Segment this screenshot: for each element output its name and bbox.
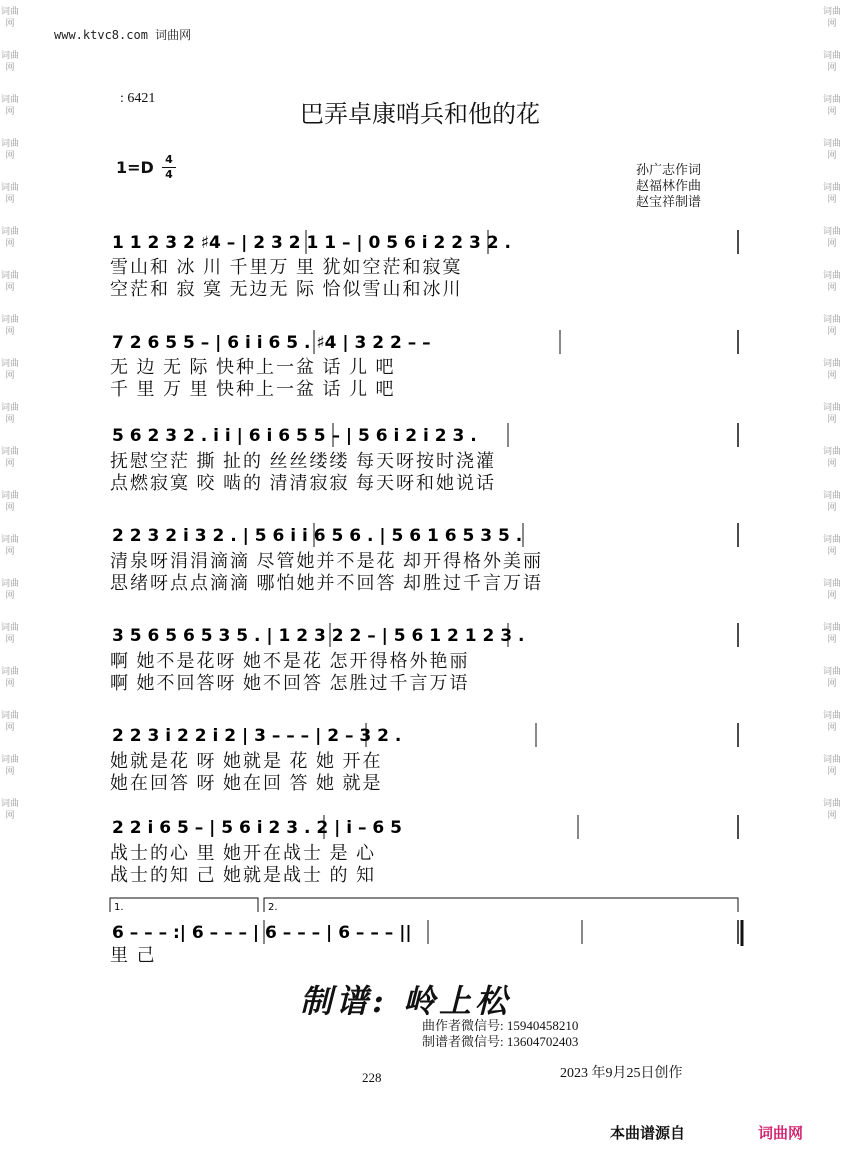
lyric-verse-1: 无 边 无 际 快种上一盆 话 儿 吧 bbox=[110, 357, 396, 377]
watermark-text: 词曲网 bbox=[822, 271, 841, 293]
watermark-text: 词曲网 bbox=[822, 447, 841, 469]
watermark-text: 词曲网 bbox=[0, 447, 19, 469]
watermark-text: 词曲网 bbox=[0, 227, 19, 249]
lyric-verse-1: 雪山和 冰 川 千里万 里 犹如空茫和寂寞 bbox=[110, 257, 463, 277]
notation-line: 7 2 6 5 5 – | 6 i i 6 5 . ♯4 | 3 2 2 – – bbox=[112, 333, 431, 353]
watermark-text: 词曲网 bbox=[822, 7, 841, 29]
lyric-verse-2: 啊 她不回答呀 她不回答 怎胜过千言万语 bbox=[110, 673, 470, 693]
lyricist: 孙广志作词 bbox=[636, 162, 702, 177]
watermark-text: 词曲网 bbox=[822, 403, 841, 425]
watermark-text: 词曲网 bbox=[822, 667, 841, 689]
wechat-block bbox=[422, 1018, 578, 1050]
watermark-text: 词曲网 bbox=[0, 667, 19, 689]
creation-date: 2023 年9月25日创作 bbox=[560, 1066, 683, 1081]
notation-line: 2 2 i 6 5 – | 5 6 i 2 3 . 2 | i – 6 5 bbox=[112, 818, 403, 838]
volta-bracket bbox=[110, 898, 258, 912]
volta-label: 2. bbox=[268, 902, 278, 913]
watermark-text: 词曲网 bbox=[0, 359, 19, 381]
watermark-text: 词曲网 bbox=[822, 579, 841, 601]
source-label: 本曲谱源自 bbox=[610, 1124, 686, 1142]
watermark-text: 词曲网 bbox=[822, 623, 841, 645]
watermark-text: 词曲网 bbox=[0, 491, 19, 513]
watermark-text: 词曲网 bbox=[0, 403, 19, 425]
watermark-text: 词曲网 bbox=[0, 315, 19, 337]
lyric-verse-2: 战士的知 己 她就是战士 的 知 bbox=[110, 865, 376, 885]
watermark-text: 词曲网 bbox=[822, 183, 841, 205]
lyric-verse-1: 清泉呀涓涓滴滴 尽管她并不是花 却开得格外美丽 bbox=[110, 551, 543, 571]
lyric-verse-1: 抚慰空茫 撕 扯的 丝丝缕缕 每天呀按时浇灌 bbox=[110, 451, 496, 471]
watermark-text: 词曲网 bbox=[822, 359, 841, 381]
watermark-text: 词曲网 bbox=[822, 139, 841, 161]
song-title: 巴弄卓康哨兵和他的花 bbox=[300, 100, 540, 128]
composer: 赵福林作曲 bbox=[636, 178, 702, 193]
watermark-text: 词曲网 bbox=[822, 799, 841, 821]
notation-line: 2 2 3 2 i 3 2 . | 5 6 i i 6 5 6 . | 5 6 1 6 5 3 5 . bbox=[112, 526, 523, 546]
volta-bracket bbox=[264, 898, 738, 912]
watermark-text: 词曲网 bbox=[0, 623, 19, 645]
watermark-text: 词曲网 bbox=[0, 139, 19, 161]
page-number: 228 bbox=[362, 1070, 382, 1085]
composer-wechat: 曲作者微信号: 15940458210 bbox=[422, 1018, 579, 1033]
watermark-text: 词曲网 bbox=[822, 315, 841, 337]
lyric-verse-1: 里 己 bbox=[110, 945, 157, 965]
watermark-text: 词曲网 bbox=[822, 95, 841, 117]
watermark-text: 词曲网 bbox=[0, 755, 19, 777]
volta-label: 1. bbox=[114, 902, 124, 913]
watermark-text: 词曲网 bbox=[0, 799, 19, 821]
watermark-text: 词曲网 bbox=[0, 579, 19, 601]
song-id: : 6421 bbox=[120, 91, 156, 106]
notation-line: 6 – – – :| 6 – – – | 6 – – – | 6 – – – || bbox=[112, 923, 412, 943]
site-url[interactable]: www.ktvc8.com 词曲网 bbox=[54, 28, 192, 42]
lyric-verse-2: 点燃寂寞 咬 啮的 清清寂寂 每天呀和她说话 bbox=[110, 473, 496, 493]
watermark-text: 词曲网 bbox=[0, 95, 19, 117]
watermark-text: 词曲网 bbox=[822, 51, 841, 73]
meter-bottom: 4 bbox=[165, 168, 173, 181]
arranger: 赵宝祥制谱 bbox=[636, 194, 702, 209]
lyric-verse-2: 思绪呀点点滴滴 哪怕她并不回答 却胜过千言万语 bbox=[110, 573, 543, 593]
watermark-text: 词曲网 bbox=[822, 535, 841, 557]
watermark-text: 词曲网 bbox=[822, 755, 841, 777]
watermark-text: 词曲网 bbox=[0, 271, 19, 293]
watermark-text: 词曲网 bbox=[0, 51, 19, 73]
watermark-text: 词曲网 bbox=[0, 711, 19, 733]
maker-signature: 制谱: 岭上松 bbox=[300, 982, 511, 1020]
key-signature: 1=D bbox=[116, 158, 154, 177]
lyric-verse-2: 空茫和 寂 寞 无边无 际 恰似雪山和冰川 bbox=[110, 279, 463, 299]
lyric-verse-2: 千 里 万 里 快种上一盆 话 儿 吧 bbox=[110, 379, 396, 399]
notation-line: 2 2 3 i 2 2 i 2 | 3 – – – | 2 – 3 2 . bbox=[112, 726, 402, 746]
watermark-text: 词曲网 bbox=[822, 227, 841, 249]
lyric-verse-1: 啊 她不是花呀 她不是花 怎开得格外艳丽 bbox=[110, 651, 470, 671]
notation-line: 3 5 6 5 6 5 3 5 . | 1 2 3 2 2 – | 5 6 1 2 1 2 3 . bbox=[112, 626, 525, 646]
watermark-text: 词曲网 bbox=[822, 711, 841, 733]
notation-line: 5 6 2 3 2 . i i | 6 i 6 5 5 – | 5 6 i 2 i 2 3 . bbox=[112, 426, 477, 446]
source-brand-link[interactable]: 词曲网 bbox=[758, 1124, 804, 1142]
watermark-text: 词曲网 bbox=[822, 491, 841, 513]
watermark-text: 词曲网 bbox=[0, 535, 19, 557]
lyric-verse-1: 战士的心 里 她开在战士 是 心 bbox=[110, 843, 376, 863]
watermark-text: 词曲网 bbox=[0, 183, 19, 205]
lyric-verse-1: 她就是花 呀 她就是 花 她 开在 bbox=[110, 751, 383, 771]
meter-top: 4 bbox=[165, 153, 173, 166]
notation-line: 1 1 2 3 2 ♯4 – | 2 3 2 1 1 – | 0 5 6 i 2 2 3 2 . bbox=[112, 233, 511, 253]
watermark-text: 词曲网 bbox=[0, 7, 19, 29]
lyric-verse-2: 她在回答 呀 她在回 答 她 就是 bbox=[110, 773, 383, 793]
arranger-wechat: 制谱者微信号: 13604702403 bbox=[422, 1034, 579, 1049]
